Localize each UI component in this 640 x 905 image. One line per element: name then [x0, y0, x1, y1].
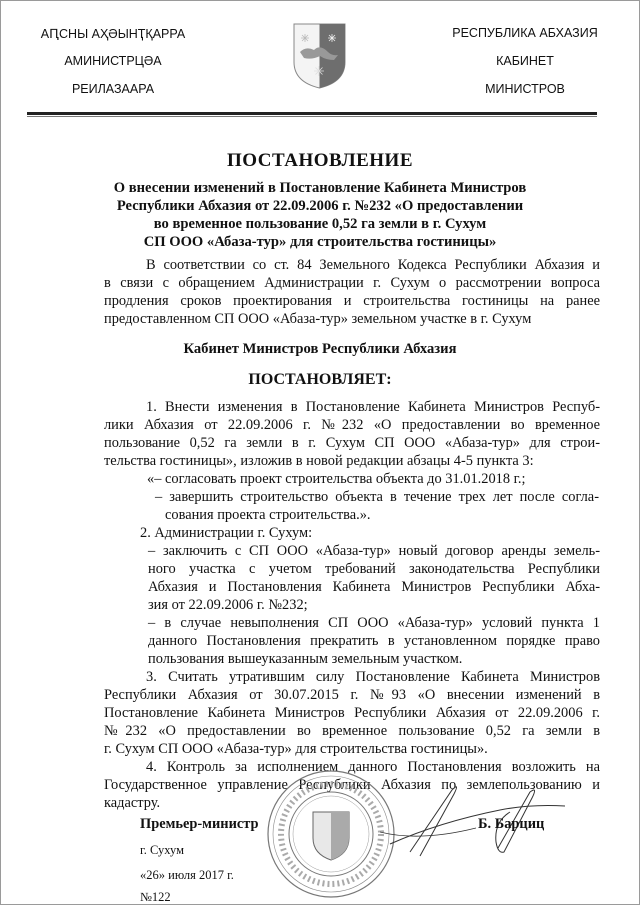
coat-of-arms-icon [292, 22, 347, 90]
text-line: Республики Абхазия от 30.07.2015 г. №93 «О внесении изменений в [104, 687, 600, 703]
text-line: г. Сухум СП ООО «Абаза-тур» для строительства гостиницы». [104, 741, 488, 757]
text-line: 3. Считать утратившим силу Постановление Кабинета Министров [146, 669, 600, 685]
subtitle-line: во временное пользование 0,52 га земли в г. Сухум [153, 216, 487, 232]
item-2 [140, 524, 600, 542]
text-line: «– согласовать проект строительства объекта до 31.01.2018 г.; [147, 471, 526, 487]
text-line: 4. Контроль за исполнением данного Постановления возложить на [146, 759, 600, 775]
text-line: – завершить строительство объекта в течение трех лет после согла- [155, 489, 599, 505]
text-line: 2. Администрации г. Сухум: [140, 525, 313, 541]
item-3 [104, 668, 600, 758]
item-2-b [148, 614, 600, 668]
text-line: Постановление Кабинета Министров Республики Абхазия от 22.09.2006 г. [104, 705, 600, 721]
subtitle-line: О внесении изменений в Постановление Кабинета Министров [113, 180, 527, 196]
signatory-name: Б. Барциц [478, 816, 545, 832]
signatory-position: Премьер-министр [140, 816, 259, 832]
text-line: кадастру. [104, 795, 161, 811]
text-line: сования проекта строительства.». [165, 507, 371, 523]
text-line: В соответствии со ст. 84 Земельного Кодекса Республики Абхазия и [146, 257, 600, 273]
text-line: пользование 0,52 га земли в г. Сухум СП ООО «Абаза-тур» для строи- [104, 435, 600, 451]
document-date: «26» июля 2017 г. [140, 868, 234, 882]
document-subtitle [110, 179, 530, 251]
text-line: Государственное управление Республики Абхазия по землепользованию и [104, 777, 600, 793]
header-right-line-1: РЕСПУБЛИКА АБХАЗИЯ [452, 26, 598, 40]
header-left-line-2: АМИНИСТРЦӘА [64, 54, 162, 68]
document-number: №122 [140, 890, 171, 904]
text-line: – в случае невыполнения СП ООО «Абаза-тур» условий пункта 1 [148, 615, 600, 631]
header-divider-thin [27, 116, 597, 117]
text-line: зия от 22.09.2006 г. №232; [148, 597, 308, 613]
official-seal-icon [265, 768, 397, 900]
text-line: пользования вышеуказанным земельным участком. [148, 651, 463, 667]
item-1 [104, 398, 600, 470]
text-line: 1. Внести изменения в Постановление Кабинета Министров Респуб- [146, 399, 600, 415]
subtitle-line: СП ООО «Абаза-тур» для строительства гостиницы» [143, 234, 497, 250]
preamble [104, 256, 600, 328]
header-right-line-2: КАБИНЕТ [496, 54, 554, 68]
text-line: – заключить с СП ООО «Абаза-тур» новый договор аренды земель- [148, 543, 600, 559]
text-line: данного Постановления прекратить в установленном порядке право [148, 633, 600, 649]
text-line: лики Абхазия от 22.09.2006 г. №232 «О предоставлении во временное [104, 417, 600, 433]
subtitle-line: Республики Абхазия от 22.09.2006 г. №232 «О предоставлении [116, 198, 524, 214]
text-line: продления сроков проектирования и строительства гостиницы на ранее [104, 293, 600, 309]
header-divider [27, 112, 597, 115]
text-line: в связи с обращением Администрации г. Сухум о рассмотрении вопроса [104, 275, 600, 291]
document-title: ПОСТАНОВЛЕНИЕ [226, 150, 414, 171]
text-line: тельства гостиницы», изложив в новой редакции абзацы 4-5 пункта 3: [104, 453, 534, 469]
text-line: №232 «О предоставлении во временное пользование 0,52 га земли в [104, 723, 600, 739]
text-line: предоставленном СП ООО «Абаза-тур» земельном участке в г. Сухум [104, 311, 532, 327]
document-city: г. Сухум [140, 843, 185, 857]
header-left-line-3: РЕИЛАЗААРА [71, 82, 155, 96]
issuing-authority: Кабинет Министров Республики Абхазия [183, 341, 457, 357]
item-1-quote [147, 470, 599, 524]
header-right-line-3: МИНИСТРОВ [485, 82, 565, 96]
resolves-heading: ПОСТАНОВЛЯЕТ: [248, 371, 392, 388]
item-2-a [148, 542, 600, 614]
header-left-line-1: АԤСНЫ АҲӘЫНҬҚАРРА [40, 27, 186, 41]
text-line: ного участка с учетом требований законодательства Республики [148, 561, 600, 577]
text-line: Абхазия и Постановления Кабинета Министров Республики Абха- [148, 579, 600, 595]
